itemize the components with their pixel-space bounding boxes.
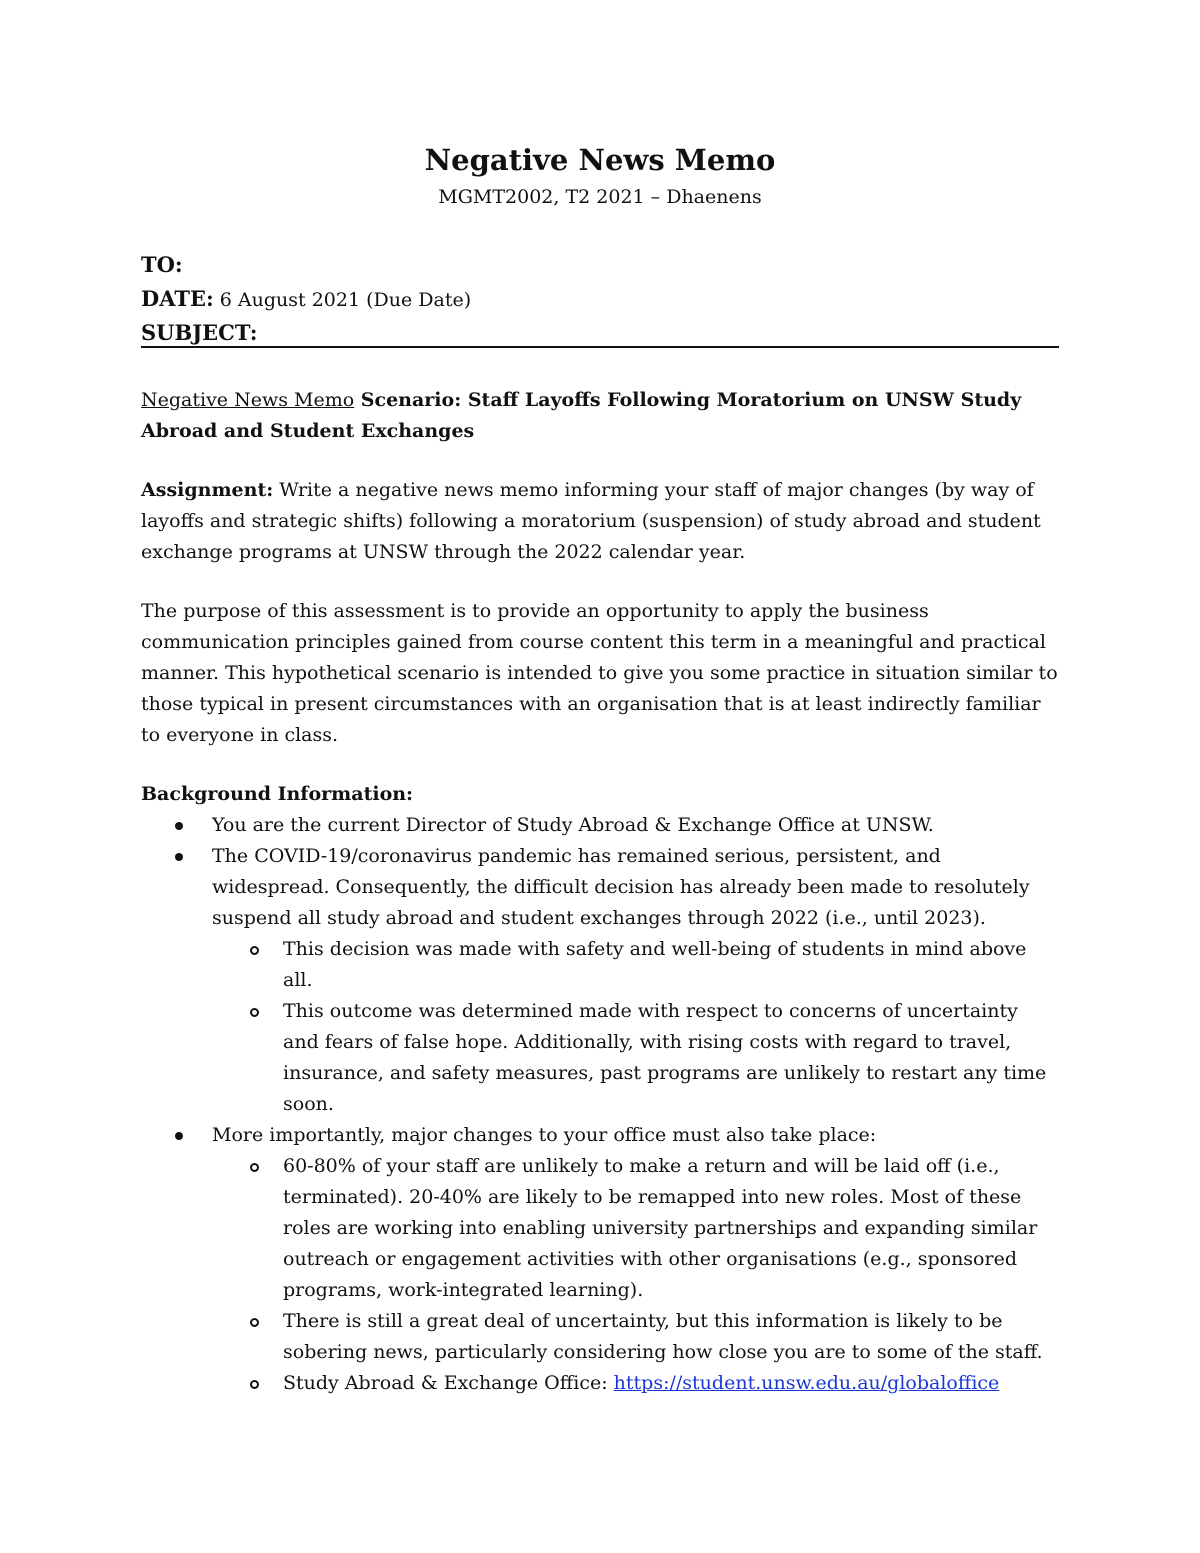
sub-list (212, 1151, 1059, 1399)
memo-body (141, 385, 1059, 1399)
date-label: DATE: (141, 286, 214, 311)
scenario-underlined: Negative News Memo (141, 389, 355, 411)
subject-label: SUBJECT: (141, 320, 258, 345)
to-row (141, 248, 1059, 282)
memo-page (141, 0, 1059, 1553)
list-item (141, 810, 1059, 841)
bullet-icon (175, 853, 183, 861)
hollow-bullet-icon (250, 946, 259, 955)
sub-list (212, 934, 1059, 1120)
sub-list-item (212, 1306, 1059, 1368)
memo-header (141, 248, 1059, 350)
hollow-bullet-icon (250, 1008, 259, 1017)
list-item-text: More importantly, major changes to your office must also take place: (212, 1124, 877, 1146)
to-label: TO: (141, 252, 183, 277)
list-item (141, 1120, 1059, 1399)
purpose-paragraph: The purpose of this assessment is to provide an opportunity to apply the business communication principles gained from course content this term in a meaningful and practical manner. This hypothetical scenario is intended to give you some practice in situation similar to those typical in present circumstances with an organisation that is at least indirectly familiar to everyone in class. (141, 600, 1058, 746)
subject-row (141, 316, 1059, 350)
header-divider (141, 346, 1059, 348)
bullet-icon (175, 1132, 183, 1140)
date-row (141, 282, 1059, 316)
sub-list-item-text: This outcome was determined made with respect to concerns of uncertainty and fears of false hope. Additionally, with rising costs with regard to travel, insurance, and safety measures, past programs are unlikely to restart any time soon. (283, 1000, 1047, 1115)
scenario-heading (141, 385, 1059, 447)
global-office-link[interactable]: https://student.unsw.edu.au/globaloffice (613, 1372, 1000, 1394)
assignment-text: Write a negative news memo informing your staff of major changes (by way of layoffs and strategic shifts) following a moratorium (suspension) of study abroad and student exchange programs at UNSW through the 2022 calendar year. (141, 479, 1041, 563)
scenario-title: Scenario: Staff Layoffs Following Moratorium on UNSW Study Abroad and Student Exchanges (141, 389, 1022, 442)
date-value: 6 August 2021 (Due Date) (213, 289, 472, 311)
sub-list-item (212, 934, 1059, 996)
memo-subtitle: MGMT2002, T2 2021 – Dhaenens (438, 186, 762, 208)
sub-list-item-text: There is still a great deal of uncertainty, but this information is likely to be sobering news, particularly considering how close you are to some of the staff. (283, 1310, 1043, 1363)
background-list (141, 810, 1059, 1399)
bullet-icon (175, 822, 183, 830)
sub-list-item (212, 996, 1059, 1120)
sub-list-item-text: This decision was made with safety and well-being of students in mind above all. (283, 938, 1027, 991)
hollow-bullet-icon (250, 1380, 259, 1389)
sub-list-item (212, 1151, 1059, 1306)
sub-list-item-text: 60-80% of your staff are unlikely to make a return and will be laid off (i.e., terminated). 20-40% are likely to be remapped into new roles. Most of these roles are working into enabling university partnerships and expanding similar outreach or engagement activities with other organisations (e.g., sponsored programs, work-integrated learning). (283, 1155, 1038, 1301)
memo-title: Negative News Memo (424, 143, 776, 177)
background-heading-text: Background Information: (141, 783, 414, 805)
hollow-bullet-icon (250, 1163, 259, 1172)
background-heading (141, 779, 1059, 810)
assignment-paragraph (141, 475, 1059, 568)
office-label: Study Abroad & Exchange Office: (283, 1372, 614, 1394)
sub-list-item (212, 1368, 1059, 1399)
list-item-text: The COVID-19/coronavirus pandemic has remained serious, persistent, and widespread. Consequently, the difficult decision has already been made to resolutely suspend all study abroad and student exchanges through 2022 (i.e., until 2023). (212, 845, 1030, 929)
list-item-text: You are the current Director of Study Abroad & Exchange Office at UNSW. (212, 814, 934, 836)
hollow-bullet-icon (250, 1318, 259, 1327)
assignment-label: Assignment: (141, 479, 274, 501)
list-item (141, 841, 1059, 1120)
